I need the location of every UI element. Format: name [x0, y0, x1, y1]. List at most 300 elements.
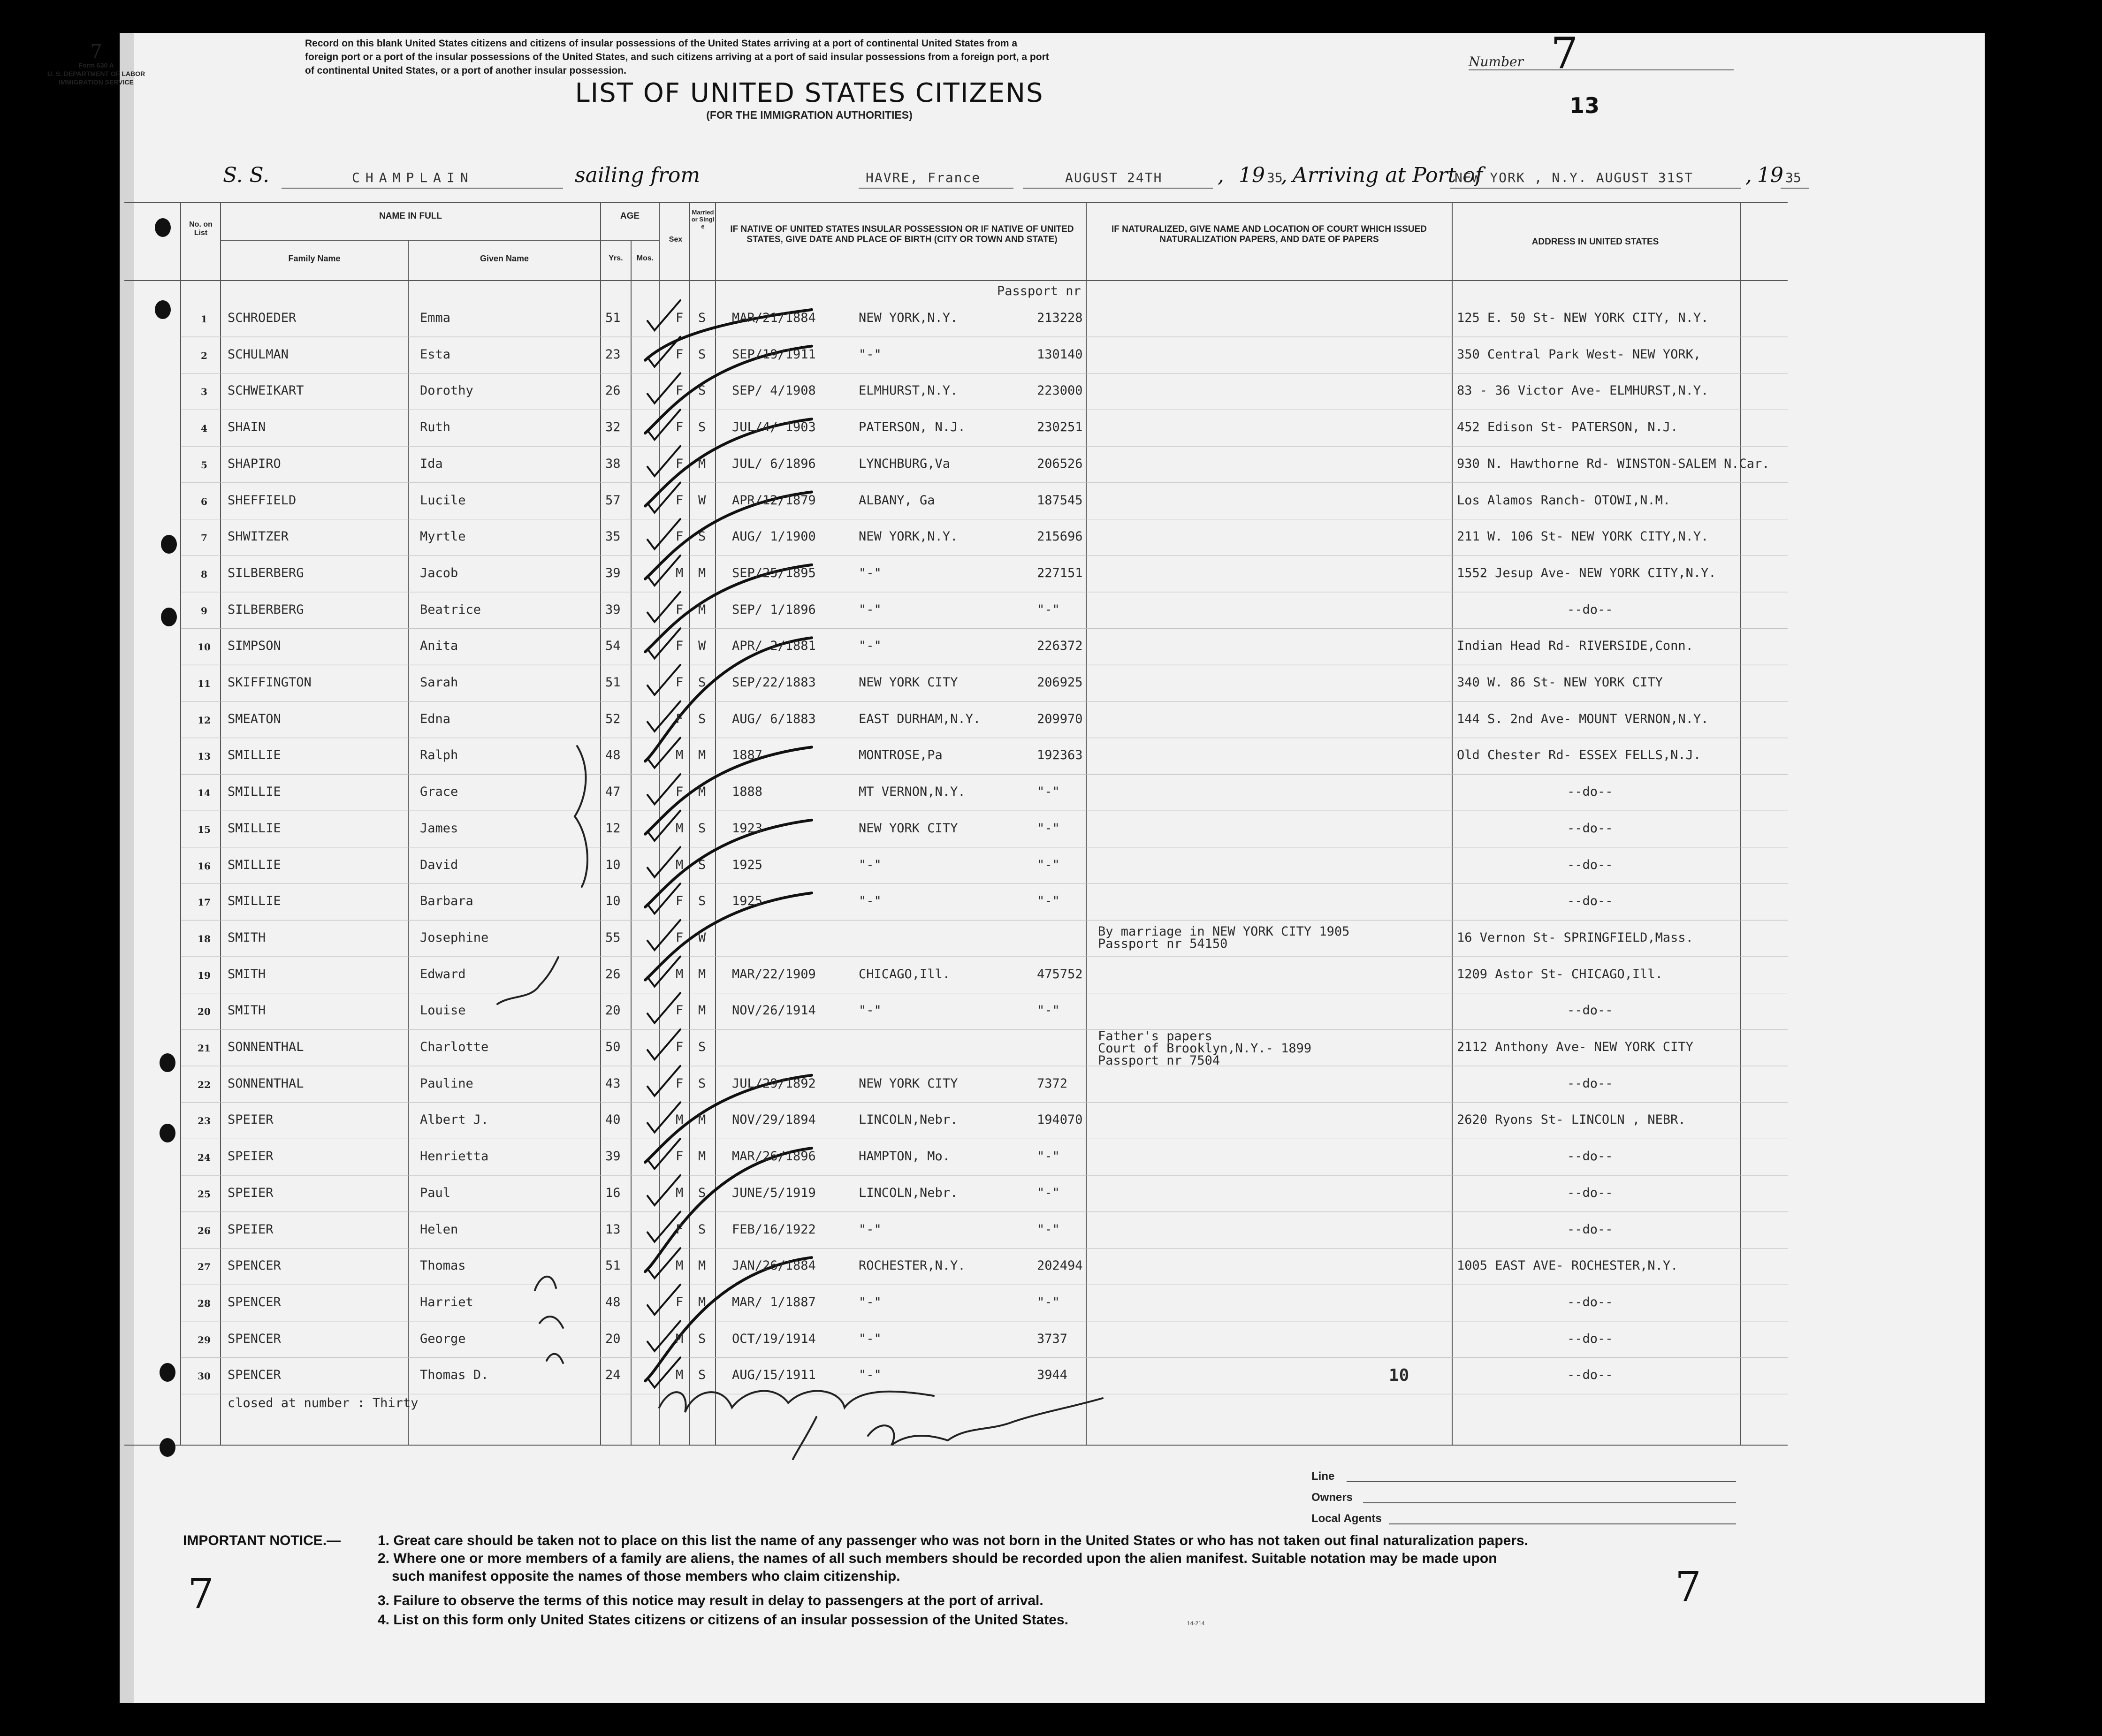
row-number: 9: [201, 605, 207, 617]
family-name: SPENCER: [228, 1258, 281, 1273]
age-years: 47: [605, 784, 621, 799]
sex: F: [676, 1076, 684, 1091]
birth-date: 1925: [732, 894, 763, 909]
row-number: 15: [198, 823, 211, 835]
address: 16 Vernon St- SPRINGFIELD,Mass.: [1457, 930, 1693, 945]
birth-date: MAR/21/1884: [732, 311, 816, 325]
birth-date: AUG/ 6/1883: [732, 711, 816, 726]
given-name: Sarah: [420, 675, 458, 690]
sex: M: [676, 821, 684, 836]
number-label: Number: [1469, 54, 1523, 69]
birth-place: HAMPTON, Mo.: [859, 1149, 951, 1164]
row-number: 24: [198, 1152, 211, 1164]
age-years: 26: [605, 967, 621, 982]
address: --do--: [1567, 894, 1613, 909]
marital-status: S: [698, 1368, 706, 1383]
family-name: SCHWEIKART: [228, 383, 304, 398]
address: --do--: [1567, 1076, 1613, 1091]
age-years: 20: [605, 1331, 621, 1346]
passport-number: "-": [1037, 1185, 1060, 1200]
marital-status: S: [698, 711, 706, 726]
passport-number: 475752: [1037, 967, 1083, 982]
birth-place: ROCHESTER,N.Y.: [859, 1258, 966, 1273]
row-number: 26: [198, 1225, 211, 1236]
passport-number: "-": [1037, 784, 1060, 799]
given-name: Anita: [420, 639, 458, 654]
sex: M: [676, 1331, 684, 1346]
family-name: SMILLIE: [228, 821, 281, 836]
family-name: SHAPIRO: [228, 456, 281, 471]
passport-number: 7372: [1037, 1076, 1068, 1091]
row-number: 25: [198, 1188, 211, 1200]
birth-place: MONTROSE,Pa: [859, 748, 943, 763]
page-title: LIST OF UNITED STATES CITIZENS: [575, 78, 1044, 108]
sailing-label: sailing from: [575, 163, 701, 187]
arrival-port: NEW YORK , N.Y. AUGUST 31ST: [1455, 170, 1694, 185]
family-name: SMILLIE: [228, 857, 281, 872]
birth-date: JUL/4/ 1903: [732, 420, 816, 435]
marital-status: S: [698, 529, 706, 544]
passport-number: "-": [1037, 602, 1060, 617]
given-name: Myrtle: [420, 529, 466, 544]
given-name: David: [420, 857, 458, 872]
birth-date: APR/ 2/1881: [732, 639, 816, 654]
row-number: 21: [198, 1043, 211, 1054]
port-from: HAVRE, France: [866, 170, 981, 185]
sex: F: [676, 456, 684, 471]
passport-number: "-": [1037, 857, 1060, 872]
birth-place: NEW YORK CITY: [859, 675, 958, 690]
given-name: Paul: [420, 1185, 451, 1200]
notice-item-1: 1. Great care should be taken not to place on this list the name of any passenger who was not born in the United States or who has not taken out final naturalization papers.: [378, 1533, 1529, 1548]
sex: F: [676, 311, 684, 325]
page-subtitle: (FOR THE IMMIGRATION AUTHORITIES): [706, 109, 913, 121]
address: --do--: [1567, 1185, 1613, 1200]
sex: F: [676, 675, 684, 690]
department: U. S. DEPARTMENT OF LABOR: [47, 70, 145, 77]
family-name: SKIFFINGTON: [228, 675, 312, 690]
birth-date: SEP/25/1895: [732, 565, 816, 580]
col-header-address: ADDRESS IN UNITED STATES: [1531, 237, 1659, 247]
sex: F: [676, 1040, 684, 1054]
birth-place: ALBANY, Ga: [859, 493, 935, 508]
marital-status: W: [698, 930, 706, 945]
birth-place: LYNCHBURG,Va: [859, 456, 951, 471]
passport-number: 187545: [1037, 493, 1083, 508]
given-name: Charlotte: [420, 1040, 489, 1054]
birth-date: OCT/19/1914: [732, 1331, 816, 1346]
marital-status: S: [698, 383, 706, 398]
given-name: Louise: [420, 1003, 466, 1018]
given-name: Thomas D.: [420, 1368, 489, 1383]
address: 144 S. 2nd Ave- MOUNT VERNON,N.Y.: [1457, 711, 1709, 726]
sex: F: [676, 493, 684, 508]
family-name: SMITH: [228, 967, 266, 982]
passport-number: 206526: [1037, 456, 1083, 471]
birth-place: "-": [859, 347, 882, 362]
marital-status: S: [698, 1076, 706, 1091]
passport-number: "-": [1037, 821, 1060, 836]
family-name: SMILLIE: [228, 748, 281, 763]
owners-label: Owners: [1311, 1491, 1353, 1504]
family-name: SMITH: [228, 930, 266, 945]
given-name: Grace: [420, 784, 458, 799]
birth-place: NEW YORK,N.Y.: [859, 311, 958, 325]
age-years: 26: [605, 383, 621, 398]
line-label: Line: [1311, 1470, 1335, 1483]
sex: F: [676, 930, 684, 945]
family-name: SPENCER: [228, 1294, 281, 1310]
birth-place: NEW YORK CITY: [859, 821, 958, 836]
row-number: 18: [198, 933, 211, 944]
form-number: 7: [90, 41, 102, 62]
col-header-mos: Mos.: [636, 254, 654, 262]
service: IMMIGRATION SERVICE: [59, 78, 134, 86]
voyage-line: S. S. CHAMPLAIN sailing from HAVRE, France AUGUST 24TH , 19 35 , Arriving at Port of NEW YORK , N.Y. AUGUST 31ST , 19 35: [108, 163, 1863, 191]
address: --do--: [1567, 602, 1613, 617]
birth-date: 1923: [732, 821, 763, 836]
address: 1552 Jesup Ave- NEW YORK CITY,N.Y.: [1457, 565, 1716, 580]
given-name: Josephine: [420, 930, 489, 945]
sex: F: [676, 1003, 684, 1018]
age-years: 40: [605, 1112, 621, 1127]
row-number: 19: [198, 969, 211, 981]
row-number: 17: [198, 897, 211, 908]
given-name: Ida: [420, 456, 443, 471]
row-number: 29: [198, 1334, 211, 1346]
row-number: 12: [198, 714, 211, 726]
birth-place: NEW YORK,N.Y.: [859, 529, 958, 544]
birth-place: "-": [859, 894, 882, 909]
age-years: 39: [605, 1149, 621, 1164]
naturalization-note: Father's papers Court of Brooklyn,N.Y.- 1899 Passport nr 7504: [1098, 1029, 1312, 1068]
birth-place: CHICAGO,Ill.: [859, 967, 951, 982]
passport-number: "-": [1037, 1149, 1060, 1164]
age-years: 57: [605, 493, 621, 508]
address: --do--: [1567, 857, 1613, 872]
sex: M: [676, 1258, 684, 1273]
ss-label: S. S.: [223, 163, 270, 187]
family-name: SHAIN: [228, 420, 266, 435]
passport-number: 130140: [1037, 347, 1083, 362]
address: 452 Edison St- PATERSON, N.J.: [1457, 420, 1678, 435]
birth-place: LINCOLN,Nebr.: [859, 1185, 958, 1200]
age-years: 54: [605, 639, 621, 654]
family-name: SPEIER: [228, 1112, 274, 1127]
marital-status: S: [698, 1040, 706, 1054]
age-years: 39: [605, 565, 621, 580]
marital-status: M: [698, 1003, 706, 1018]
marital-status: M: [698, 1112, 706, 1127]
given-name: Jacob: [420, 565, 458, 580]
row-number: 30: [198, 1371, 211, 1382]
family-name: SONNENTHAL: [228, 1040, 304, 1054]
age-years: 12: [605, 821, 621, 836]
row-number: 1: [201, 313, 207, 325]
address: --do--: [1567, 784, 1613, 799]
col-header-name: NAME IN FULL: [379, 211, 442, 221]
sail-year-prefix: 19: [1239, 163, 1265, 187]
naturalization-note: 10: [1389, 1366, 1409, 1386]
given-name: Albert J.: [420, 1112, 489, 1127]
address: 930 N. Hawthorne Rd- WINSTON-SALEM N.Car.: [1457, 456, 1770, 471]
closed-at-note: closed at number : Thirty: [228, 1396, 419, 1410]
col-header-given: Given Name: [480, 254, 529, 263]
age-years: 52: [605, 711, 621, 726]
age-years: 24: [605, 1368, 621, 1383]
birth-place: PATERSON, N.J.: [859, 420, 966, 435]
age-years: 35: [605, 529, 621, 544]
col-header-yrs: Yrs.: [609, 254, 623, 262]
age-years: 23: [605, 347, 621, 362]
form-id: Form 630 A: [78, 61, 114, 69]
given-name: Pauline: [420, 1076, 473, 1091]
naturalization-note: By marriage in NEW YORK CITY 1905 Passport nr 54150: [1098, 924, 1350, 951]
address: --do--: [1567, 1331, 1613, 1346]
sex: M: [676, 857, 684, 872]
sex: F: [676, 1294, 684, 1310]
sex: F: [676, 1149, 684, 1164]
passport-number: 223000: [1037, 383, 1083, 398]
row-number: 22: [198, 1079, 211, 1090]
given-name: Thomas: [420, 1258, 466, 1273]
passport-number: 3944: [1037, 1368, 1068, 1383]
row-number: 2: [201, 350, 207, 361]
col-header-married: Married or Single: [691, 209, 715, 230]
given-name: James: [420, 821, 458, 836]
birth-place: "-": [859, 1294, 882, 1310]
col-header-no: No. on List: [189, 221, 213, 237]
marital-status: M: [698, 456, 706, 471]
marital-status: S: [698, 675, 706, 690]
age-years: 13: [605, 1222, 621, 1237]
birth-date: NOV/29/1894: [732, 1112, 816, 1127]
sex: M: [676, 1368, 684, 1383]
marital-status: M: [698, 1294, 706, 1310]
age-years: 50: [605, 1040, 621, 1054]
row-number: 27: [198, 1261, 211, 1273]
sex: F: [676, 529, 684, 544]
row-number: 10: [198, 641, 211, 653]
footer-number-right: 7: [1675, 1562, 1701, 1611]
notice-label: IMPORTANT NOTICE.—: [183, 1533, 341, 1548]
marital-status: S: [698, 311, 706, 325]
row-number: 3: [201, 386, 207, 398]
birth-date: SEP/ 4/1908: [732, 383, 816, 398]
address: --do--: [1567, 1222, 1613, 1237]
given-name: Esta: [420, 347, 451, 362]
age-years: 51: [605, 675, 621, 690]
passport-number: 3737: [1037, 1331, 1068, 1346]
age-years: 48: [605, 1294, 621, 1310]
sex: F: [676, 639, 684, 654]
marital-status: S: [698, 1185, 706, 1200]
passport-number: 215696: [1037, 529, 1083, 544]
address: 83 - 36 Victor Ave- ELMHURST,N.Y.: [1457, 383, 1709, 398]
marital-status: S: [698, 1331, 706, 1346]
birth-place: NEW YORK CITY: [859, 1076, 958, 1091]
birth-date: SEP/19/1911: [732, 347, 816, 362]
row-number: 14: [198, 787, 211, 799]
row-number: 23: [198, 1115, 211, 1127]
row-number: 7: [201, 532, 207, 544]
given-name: Barbara: [420, 894, 473, 909]
age-years: 51: [605, 311, 621, 325]
row-number: 6: [201, 495, 207, 507]
address: --do--: [1567, 1294, 1613, 1310]
address: 1005 EAST AVE- ROCHESTER,N.Y.: [1457, 1258, 1678, 1273]
sex: F: [676, 383, 684, 398]
marital-status: S: [698, 821, 706, 836]
family-name: SILBERBERG: [228, 565, 304, 580]
birth-date: 1925: [732, 857, 763, 872]
number-value: 7: [1551, 28, 1578, 78]
col-header-sex: Sex: [669, 236, 683, 244]
record-line: foreign port or a port of the insular possessions of the United States, and such citizens arriving at a port of said insular possessions from a foreign port, a port: [305, 52, 1049, 62]
row-number: 5: [201, 459, 207, 471]
row-number: 13: [198, 751, 211, 762]
birth-date: NOV/26/1914: [732, 1003, 816, 1018]
birth-date: 1887: [732, 748, 763, 763]
birth-date: 1888: [732, 784, 763, 799]
family-name: SMEATON: [228, 711, 281, 726]
notice-item-3: 3. Failure to observe the terms of this notice may result in delay to passengers at the port of arrival.: [378, 1593, 1043, 1608]
birth-date: JUL/29/1892: [732, 1076, 816, 1091]
marital-status: S: [698, 1222, 706, 1237]
age-years: 38: [605, 456, 621, 471]
address: --do--: [1567, 1149, 1613, 1164]
birth-place: "-": [859, 565, 882, 580]
birth-place: LINCOLN,Nebr.: [859, 1112, 958, 1127]
passport-number: "-": [1037, 1294, 1060, 1310]
family-name: SHWITZER: [228, 529, 289, 544]
family-name: SPENCER: [228, 1368, 281, 1383]
address: --do--: [1567, 821, 1613, 836]
birth-place: ELMHURST,N.Y.: [859, 383, 958, 398]
given-name: Edward: [420, 967, 466, 982]
notice-item-2: 2. Where one or more members of a family are aliens, the names of all such members should be recorded upon the alien manifest. Suitable notation may be made upon: [378, 1551, 1497, 1566]
row-number: 20: [198, 1006, 211, 1018]
row-number: 8: [201, 568, 207, 580]
given-name: Edna: [420, 711, 451, 726]
col-header-age: AGE: [620, 211, 640, 221]
notice-item-2b: such manifest opposite the names of those members who claim citizenship.: [392, 1568, 900, 1584]
birth-date: JAN/26/1884: [732, 1258, 816, 1273]
birth-date: MAR/26/1896: [732, 1149, 816, 1164]
age-years: 20: [605, 1003, 621, 1018]
local-agents-label: Local Agents: [1311, 1512, 1382, 1525]
passport-number: "-": [1037, 894, 1060, 909]
col-header-birth: IF NATIVE OF UNITED STATES INSULAR POSSESSION OR IF NATIVE OF UNITED STATES, GIVE DATE AND PLACE OF BIRTH (CITY OR TOWN AND STATE): [730, 224, 1074, 244]
family-name: SONNENTHAL: [228, 1076, 304, 1091]
given-name: Emma: [420, 311, 451, 325]
age-years: 51: [605, 1258, 621, 1273]
marital-status: S: [698, 894, 706, 909]
address: 2620 Ryons St- LINCOLN , NEBR.: [1457, 1112, 1686, 1127]
birth-date: FEB/16/1922: [732, 1222, 816, 1237]
birth-place: "-": [859, 857, 882, 872]
marital-status: M: [698, 602, 706, 617]
age-years: 43: [605, 1076, 621, 1091]
passport-number: "-": [1037, 1003, 1060, 1018]
sex: F: [676, 894, 684, 909]
row-number: 4: [201, 423, 207, 434]
marital-status: S: [698, 420, 706, 435]
birth-date: JUL/ 6/1896: [732, 456, 816, 471]
given-name: Helen: [420, 1222, 458, 1237]
family-name: SCHROEDER: [228, 311, 297, 325]
sheet-number: 13: [1569, 93, 1600, 118]
age-years: 48: [605, 748, 621, 763]
passport-header: Passport nr: [997, 284, 1081, 298]
birth-date: MAR/ 1/1887: [732, 1294, 816, 1310]
given-name: Henrietta: [420, 1149, 489, 1164]
age-years: 32: [605, 420, 621, 435]
birth-date: AUG/ 1/1900: [732, 529, 816, 544]
family-name: SPEIER: [228, 1185, 274, 1200]
marital-status: M: [698, 748, 706, 763]
address: 211 W. 106 St- NEW YORK CITY,N.Y.: [1457, 529, 1709, 544]
row-number: 11: [198, 678, 211, 689]
address: 350 Central Park West- NEW YORK,: [1457, 347, 1701, 362]
birth-date: MAR/22/1909: [732, 967, 816, 982]
sex: F: [676, 711, 684, 726]
arrival-year: 35: [1785, 170, 1801, 185]
marital-status: W: [698, 639, 706, 654]
birth-date: JUNE/5/1919: [732, 1185, 816, 1200]
birth-date: SEP/22/1883: [732, 675, 816, 690]
footer-code: 14-214: [1187, 1620, 1205, 1627]
sex: M: [676, 565, 684, 580]
sex: F: [676, 602, 684, 617]
marital-status: M: [698, 784, 706, 799]
sex: F: [676, 420, 684, 435]
family-name: SPEIER: [228, 1149, 274, 1164]
given-name: George: [420, 1331, 466, 1346]
address: Los Alamos Ranch- OTOWI,N.M.: [1457, 493, 1671, 508]
marital-status: S: [698, 347, 706, 362]
family-name: SHEFFIELD: [228, 493, 297, 508]
sail-year: 35: [1267, 170, 1283, 185]
birth-place: "-": [859, 1003, 882, 1018]
address: --do--: [1567, 1003, 1613, 1018]
family-name: SPENCER: [228, 1331, 281, 1346]
given-name: Beatrice: [420, 602, 481, 617]
birth-place: "-": [859, 1368, 882, 1383]
record-line: Record on this blank United States citizens and citizens of insular possessions of the United States arriving at a port of continental United States from a: [305, 38, 1018, 49]
row-number: 16: [198, 860, 211, 872]
birth-date: AUG/15/1911: [732, 1368, 816, 1383]
family-name: SMITH: [228, 1003, 266, 1018]
age-years: 10: [605, 894, 621, 909]
family-name: SCHULMAN: [228, 347, 289, 362]
record-line: of continental United States, or a port of another insular possession.: [305, 65, 626, 76]
passport-number: 227151: [1037, 565, 1083, 580]
marital-status: M: [698, 1258, 706, 1273]
family-name: SMILLIE: [228, 894, 281, 909]
age-years: 39: [605, 602, 621, 617]
passport-number: 213228: [1037, 311, 1083, 325]
marital-status: W: [698, 493, 706, 508]
given-name: Dorothy: [420, 383, 473, 398]
ship-name: CHAMPLAIN: [352, 170, 474, 185]
sex: M: [676, 748, 684, 763]
birth-date: SEP/ 1/1896: [732, 602, 816, 617]
marital-status: M: [698, 565, 706, 580]
col-header-naturalized: IF NATURALIZED, GIVE NAME AND LOCATION OF COURT WHICH ISSUED NATURALIZATION PAPERS, AND DATE OF PAPERS: [1111, 224, 1427, 244]
birth-place: "-": [859, 602, 882, 617]
birth-date: APR/12/1879: [732, 493, 816, 508]
